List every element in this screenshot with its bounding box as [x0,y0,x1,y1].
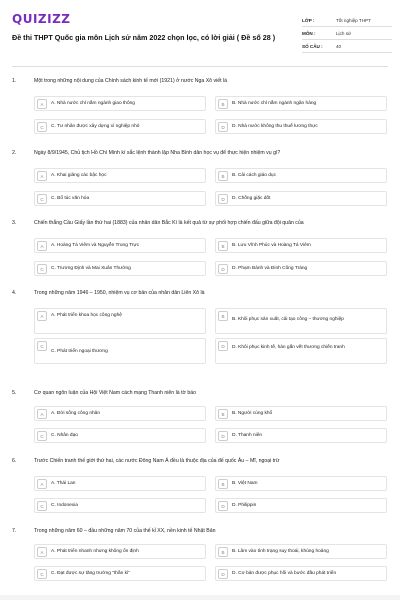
option-text: A. Phát triển nhanh nhưng không ổn định [51,549,139,554]
option-text: B. Lưu Vĩnh Phúc và Hoàng Tá Viêm [232,243,311,248]
option-letter: A [37,241,47,251]
meta-row-class [302,14,392,27]
option-letter: D [218,431,228,441]
option-text: D. Thanh niên [232,433,263,438]
option-a[interactable] [34,168,206,183]
option-text: D. Philippin [232,503,257,508]
meta-value: 40 [336,43,342,49]
option-letter: B [218,171,228,181]
option-letter: D [218,501,228,511]
question-text: Cơ quan ngôn luận của Hội Việt Nam cách mạng Thanh niên là tờ báo [34,390,197,396]
option-d[interactable] [215,428,387,443]
question-number: 4. [12,290,17,296]
page-bottom-strip [0,595,400,600]
question-text: Ngày 8/9/1945, Chủ tịch Hồ Chí Minh kí sắc lệnh thành lập Nha Bình dân học vụ để thực hiện nhiệm vụ gì? [34,150,281,156]
option-letter: A [37,171,47,181]
option-c[interactable] [34,119,206,134]
option-letter: C [37,569,47,579]
option-a[interactable] [34,238,206,253]
option-letter: B [218,99,228,109]
option-letter: C [37,264,47,274]
option-text: C. Bổ túc văn hóa [51,196,90,201]
option-a[interactable] [34,406,206,421]
option-text: A. Đời sống công nhân [51,411,101,416]
question-number: 7. [12,528,17,534]
option-letter: A [37,311,47,321]
option-letter: B [218,547,228,557]
option-d[interactable] [215,498,387,513]
question-text: Trong những năm 1946 – 1950, nhiệm vụ cơ bản của nhân dân Liên Xô là [34,290,205,296]
option-text: D. Cơ bản được phục hồi và bước đầu phát triển [232,571,337,576]
meta-label: MÔN : [302,30,316,36]
option-letter: C [37,431,47,441]
option-text: C. Đạt được sự tăng trưởng "thần kì" [51,571,131,576]
option-text: B. Người cùng khổ [232,411,273,416]
option-text: A. Nhà nước chỉ nắm ngành giao thông [51,101,135,106]
option-letter: A [37,479,47,489]
worksheet-header [12,10,390,60]
option-text: A. Thái Lan [51,481,76,486]
option-d[interactable] [215,261,387,276]
option-text: A. Khai giảng các bậc học [51,173,107,178]
question-text: Trong những năm 60 – đầu những năm 70 của thế kỉ XX, nền kinh tế Nhật Bản [34,528,216,534]
option-letter: C [37,194,47,204]
question-number: 2. [12,150,17,156]
meta-table [302,14,392,53]
option-b[interactable] [215,168,387,183]
option-a[interactable] [34,308,206,334]
option-c[interactable] [34,498,206,513]
meta-label: LỚP : [302,17,315,23]
option-c[interactable] [34,191,206,206]
meta-row-question-count [302,40,392,53]
option-letter: D [218,341,228,351]
option-b[interactable] [215,96,387,111]
question-number: 5. [12,390,17,396]
option-letter: C [37,122,47,132]
option-letter: C [37,341,47,351]
meta-value: Lịch sử [336,30,352,36]
option-text: C. Nhân đạo [51,433,78,438]
option-letter: A [37,547,47,557]
option-letter: D [218,194,228,204]
option-text: A. Phát triển khoa học công nghệ [51,313,122,318]
option-letter: B [218,241,228,251]
option-b[interactable] [215,308,387,334]
option-text: A. Hoàng Tá Viêm và Nguyễn Trung Trực [51,243,140,248]
option-text: D. Khôi phục kinh tế, hàn gắn vết thương chiến tranh [232,345,345,350]
option-text: B. Cải cách giáo dục [232,173,276,178]
quizizz-logo: QUIZIZZ [12,12,71,26]
option-text: D. Chống giặc dốt [232,196,271,201]
option-c[interactable] [34,428,206,443]
option-letter: C [37,501,47,511]
option-d[interactable] [215,338,387,364]
question-number: 1. [12,78,17,84]
option-b[interactable] [215,476,387,491]
option-a[interactable] [34,96,206,111]
question-text: Trước Chiến tranh thế giới thứ hai, các nước Đông Nam Á đều là thuộc địa của đế quốc Âu – Mĩ, ngoại trừ [34,458,280,464]
question-text: Một trong những nội dung của Chính sách kinh tế mới (1921) ở nước Nga Xô viết là [34,78,228,84]
option-d[interactable] [215,191,387,206]
option-b[interactable] [215,544,387,559]
option-text: C. Tư nhân được xây dựng xí nghiệp nhỏ [51,124,140,129]
option-text: B. Khôi phục sản xuất, cải tạo công – thương nghiệp [232,317,344,322]
option-d[interactable] [215,566,387,581]
option-text: C. Trương Định và Mai Xuân Thưởng [51,266,131,271]
option-d[interactable] [215,119,387,134]
meta-label: SỐ CÂU : [302,43,323,49]
option-letter: D [218,264,228,274]
option-letter: A [37,409,47,419]
option-c[interactable] [34,261,206,276]
question-number: 6. [12,458,17,464]
option-b[interactable] [215,406,387,421]
header-divider [12,66,388,67]
option-letter: A [37,99,47,109]
option-letter: B [218,311,228,321]
option-letter: B [218,409,228,419]
option-letter: B [218,479,228,489]
option-letter: D [218,569,228,579]
option-a[interactable] [34,476,206,491]
option-text: D. Phạm Bành và Đinh Công Tráng [232,266,308,271]
option-text: D. Nhà nước không thu thuế lương thực [232,124,318,129]
question-text: Chiến thắng Cầu Giấy lần thứ hai (1883) của nhân dân Bắc Kì là kết quả từ sự phối hợp chiến đấu giữa đội quân của [34,220,304,226]
option-a[interactable] [34,544,206,559]
option-c[interactable] [34,566,206,581]
question-number: 3. [12,220,17,226]
option-text: B. Nhà nước chỉ nắm ngành ngân hàng [232,101,317,106]
option-letter: D [218,122,228,132]
option-text: C. Phát triển ngoại thương [51,349,108,354]
meta-value: Tốt nghiệp THPT [336,17,371,23]
option-text: B. Việt Nam [232,481,258,486]
option-text: B. Lâm vào tình trạng suy thoái, khủng hoảng [232,549,329,554]
option-text: C. Indonexia [51,503,78,508]
meta-row-subject [302,27,392,40]
option-b[interactable] [215,238,387,253]
option-c[interactable] [34,338,206,364]
document-title: Đề thi THPT Quốc gia môn Lịch sử năm 2022 chọn lọc, có lời giải ( Đề số 28 ) [12,33,276,42]
